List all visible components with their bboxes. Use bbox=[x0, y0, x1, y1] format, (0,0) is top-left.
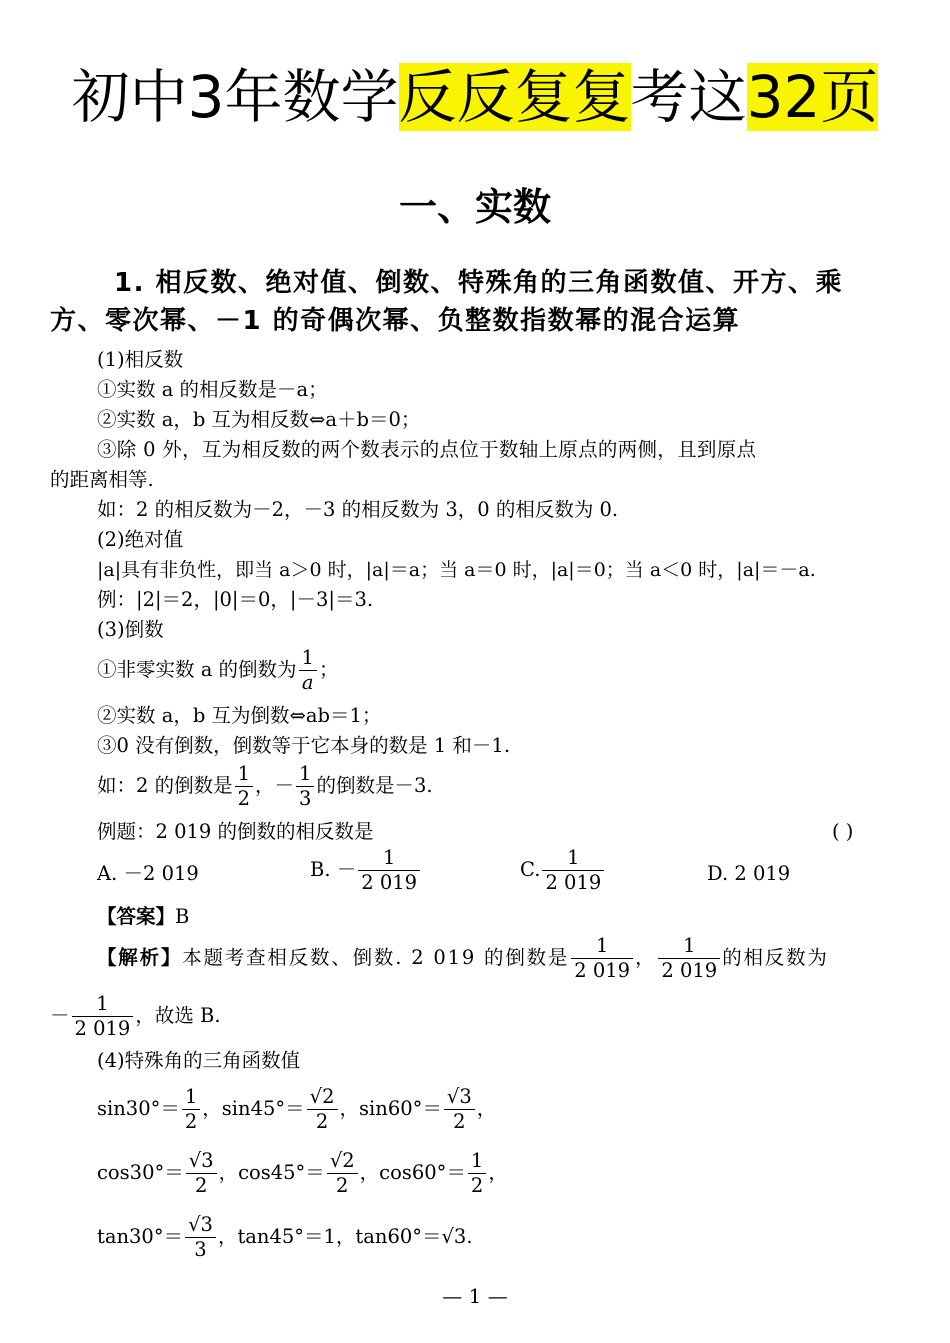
answer-label: 【答案】 bbox=[97, 905, 176, 928]
page-number: — 1 — bbox=[442, 1284, 508, 1308]
analysis-label: 【解析】 bbox=[97, 946, 183, 969]
fraction: $\frac{√3}{3}$ bbox=[185, 1213, 216, 1262]
reciprocal-item-1: ①非零实数 a 的倒数为 $\frac{1}{a}$ ； bbox=[97, 646, 339, 694]
title-highlight-2: 32页 bbox=[746, 63, 879, 131]
reciprocal-example: 如：2 的倒数是 $\frac{1}{2}$ ，－ $\frac{1}{3}$ 的倒数是－3. bbox=[97, 762, 433, 810]
question-stem: 例题：2 019 的倒数的相反数是 bbox=[97, 820, 374, 843]
fraction: $\frac{1}{2 019}$ bbox=[72, 992, 134, 1041]
analysis-line-2: － $\frac{1}{2 019}$ ，故选 B. bbox=[50, 992, 221, 1040]
reciprocal-item-2: ②实数 a，b 互为倒数⇔ab＝1； bbox=[97, 704, 382, 727]
fraction: $\frac{1}{2}$ bbox=[182, 1085, 200, 1134]
title-part2: 考这 bbox=[630, 63, 747, 131]
fraction: $\frac{1}{2}$ bbox=[235, 762, 253, 811]
page-title bbox=[0, 52, 950, 142]
reciprocal-item-1-text: ①非零实数 a 的倒数为 bbox=[97, 658, 297, 681]
trig-tan-row: tan30°＝ $\frac{√3}{3}$ ，tan45°＝1，tan60°＝√3. bbox=[97, 1213, 473, 1261]
opposite-item-3: ③除 0 外，互为相反数的两个数表示的点位于数轴上原点的两侧，且到原点 bbox=[97, 438, 757, 461]
reciprocal-item-3: ③0 没有倒数，倒数等于它本身的数是 1 和－1. bbox=[97, 734, 511, 757]
absolute-title: (2)绝对值 bbox=[97, 528, 184, 551]
title-part1: 初中3年数学 bbox=[71, 63, 399, 131]
fraction: $\frac{1}{a}$ bbox=[299, 646, 317, 695]
fraction: $\frac{1}{3}$ bbox=[296, 762, 314, 811]
answer-value: B bbox=[175, 905, 190, 928]
topic-heading-line1: 1. 相反数、绝对值、倒数、特殊角的三角函数值、开方、乘 bbox=[114, 268, 844, 298]
opposite-title: (1)相反数 bbox=[97, 348, 184, 371]
opposite-item-3-cont: 的距离相等. bbox=[50, 468, 154, 491]
fraction: $\frac{1}{2 019}$ bbox=[658, 934, 720, 983]
fraction: $\frac{1}{2 019}$ bbox=[542, 846, 604, 895]
fraction: $\frac{√2}{2}$ bbox=[327, 1149, 358, 1198]
reciprocal-title: (3)倒数 bbox=[97, 618, 164, 641]
opposite-item-2: ②实数 a，b 互为相反数⇔a＋b＝0； bbox=[97, 408, 421, 431]
trig-sin-row: sin30°＝ $\frac{1}{2}$ ，sin45°＝ $\frac{√2}{2}$ ，sin60°＝ $\frac{√3}{2}$ ， bbox=[97, 1085, 497, 1133]
absolute-item-1: |a|具有非负性，即当 a＞0 时，|a|＝a；当 a＝0 时，|a|＝0；当 a＜0 时，|a|＝－a. bbox=[97, 559, 816, 581]
opposite-item-1: ①实数 a 的相反数是－a； bbox=[97, 378, 328, 401]
section-title: 一、实数 bbox=[398, 185, 551, 229]
option-b: B. － $\frac{1}{2 019}$ bbox=[310, 846, 422, 895]
answer-bracket: ( ) bbox=[832, 820, 854, 843]
answer-line bbox=[97, 903, 189, 931]
option-c: C. $\frac{1}{2 019}$ bbox=[520, 846, 606, 895]
opposite-example: 如：2 的相反数为－2，－3 的相反数为 3，0 的相反数为 0. bbox=[97, 498, 619, 521]
question-options bbox=[97, 846, 903, 902]
fraction: $\frac{1}{2 019}$ bbox=[571, 934, 633, 983]
topic-heading bbox=[50, 264, 906, 340]
fraction: $\frac{√2}{2}$ bbox=[307, 1085, 338, 1134]
fraction: $\frac{√3}{2}$ bbox=[444, 1085, 475, 1134]
option-d: D. 2 019 bbox=[707, 862, 791, 885]
title-highlight-1: 反反复复 bbox=[398, 63, 631, 131]
trig-cos-row: cos30°＝ $\frac{√3}{2}$ ，cos45°＝ $\frac{√2}{2}$ ，cos60°＝ $\frac{1}{2}$ ， bbox=[97, 1149, 508, 1197]
fraction: $\frac{1}{2}$ bbox=[468, 1149, 486, 1198]
fraction: $\frac{√3}{2}$ bbox=[186, 1149, 217, 1198]
option-a: A. －2 019 bbox=[97, 862, 199, 885]
trig-title: (4)特殊角的三角函数值 bbox=[97, 1049, 301, 1072]
absolute-example: 例：|2|＝2，|0|＝0，|－3|＝3. bbox=[97, 588, 374, 611]
fraction: $\frac{1}{2 019}$ bbox=[358, 846, 420, 895]
analysis-line-1: 【解析】本题考查相反数、倒数. 2 019 的倒数是 $\frac{1}{2 019}$ ， $\frac{1}{2 019}$ 的相反数为 bbox=[97, 934, 829, 982]
topic-heading-line2: 方、零次幂、－1 的奇偶次幂、负整数指数幂的混合运算 bbox=[50, 306, 741, 336]
